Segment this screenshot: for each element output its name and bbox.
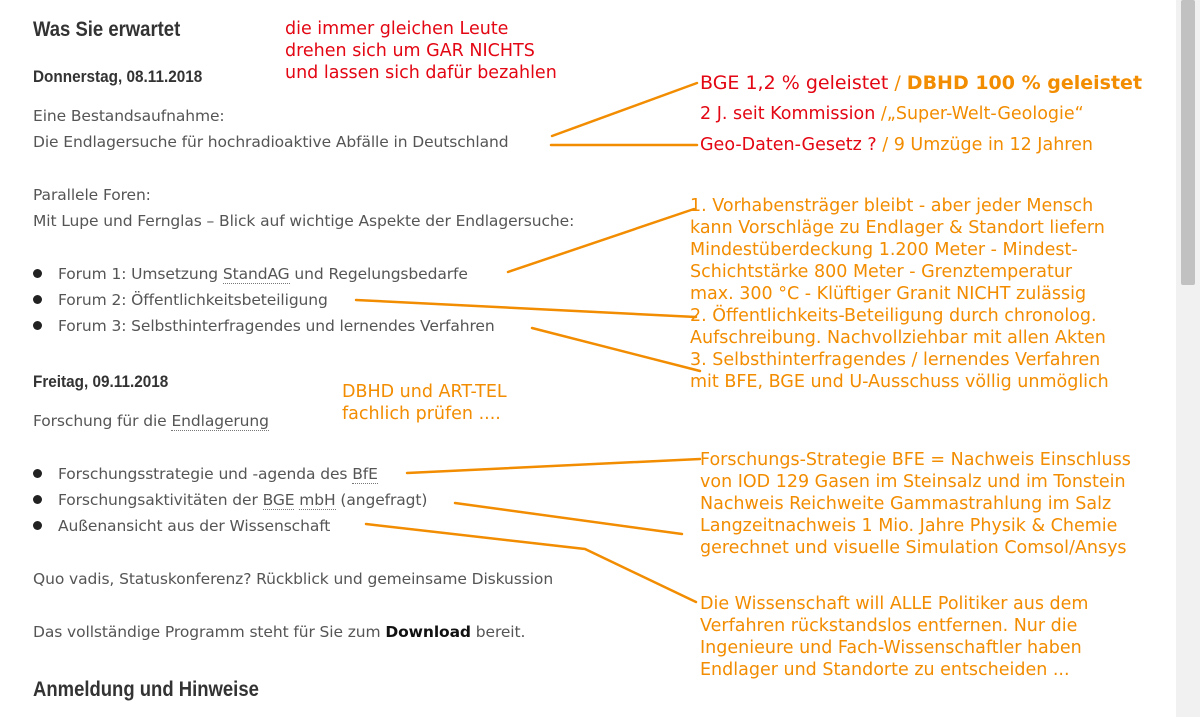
list-item-research-strategy: Forschungsstrategie und -agenda des BfE <box>33 465 378 483</box>
annotation-block-science: Die Wissenschaft will ALLE Politiker aus dem Verfahren rückstandslos entfernen. Nur die Ingenieure und Fach-Wissenschaftler haben Endlager und Standorte zu entscheiden ... <box>700 594 1089 680</box>
annotation-block-forums: 1. Vorhabensträger bleibt - aber jeder Mensch kann Vorschläge zu Endlager & Standort liefern Mindestüberdeckung 1.200 Meter - Mindest- Schichtstärke 800 Meter - Grenztemperatur max. 300 °C - Klüftiger Granit NICHT zulässig 2. Öffentlichkeits-Beteiligung durch chronolog. Aufschreibung. Nachvollziehbar mit allen Akten 3. Selbsthinterfragendes / lernendes Verfahren mit BFE, BGE und U-Ausschuss völlig unmöglich <box>690 196 1109 392</box>
download-link[interactable]: Download <box>385 623 471 641</box>
quo-vadis-line: Quo vadis, Statuskonferenz? Rückblick und gemeinsame Diskussion <box>33 570 554 588</box>
list-item-research-activities: Forschungsaktivitäten der BGE mbH (angefragt) <box>33 491 427 509</box>
section-heading-anmeldung: Anmeldung und Hinweise <box>33 678 259 701</box>
abbr-bfe[interactable]: BfE <box>352 465 378 483</box>
abbr-standag[interactable]: StandAG <box>222 265 290 283</box>
section-heading-was-sie-erwartet: Was Sie erwartet <box>33 18 181 41</box>
connector-line-forum3 <box>532 328 700 371</box>
day-heading-freitag: Freitag, 09.11.2018 <box>33 372 169 391</box>
connector-line-science <box>366 524 696 602</box>
list-item-science-view: Außenansicht aus der Wissenschaft <box>33 517 330 535</box>
abbr-mbh[interactable]: mbH <box>299 491 336 509</box>
annotation-block-research: Forschungs-Strategie BFE = Nachweis Einschluss von IOD 129 Gasen im Steinsalz und im Tonstein Nachweis Reichweite Gammastrahlung im Salz Langzeitnachweis 1 Mio. Jahre Physik & Chemie gerechnet und visuelle Simulation Comsol/Ansys <box>700 450 1131 558</box>
connector-line-forum1 <box>508 209 694 272</box>
annotation-kommission-line: 2 J. seit Kommission /„Super-Welt-Geologie“ <box>700 104 1084 124</box>
list-item-forum-3: Forum 3: Selbsthinterfragendes und lernendes Verfahren <box>33 317 495 335</box>
abbr-bge[interactable]: BGE <box>262 491 295 509</box>
scrollbar-thumb[interactable] <box>1181 0 1195 285</box>
intro-line-2: Die Endlagersuche für hochradioaktive Abfälle in Deutschland <box>33 133 509 151</box>
vertical-scrollbar[interactable] <box>1176 0 1200 717</box>
connector-line-forum2 <box>356 300 696 317</box>
connector-line-bge <box>552 83 697 136</box>
list-item-forum-2: Forum 2: Öffentlichkeitsbeteiligung <box>33 291 328 309</box>
annotation-red-note: die immer gleichen Leute drehen sich um GAR NICHTS und lassen sich dafür bezahlen <box>285 19 557 83</box>
research-line: Forschung für die Endlagerung <box>33 412 269 430</box>
parallel-forums-label: Parallele Foren: <box>33 186 151 204</box>
annotation-bge-line: BGE 1,2 % geleistet / DBHD 100 % geleistet <box>700 72 1143 94</box>
annotation-geo-line: Geo-Daten-Gesetz ? / 9 Umzüge in 12 Jahren <box>700 135 1093 155</box>
annotation-dbhd-note: DBHD und ART-TEL fachlich prüfen .... <box>342 382 507 424</box>
day-heading-donnerstag: Donnerstag, 08.11.2018 <box>33 67 203 86</box>
connector-line-strategy <box>407 459 700 473</box>
list-item-forum-1: Forum 1: Umsetzung StandAG und Regelungsbedarfe <box>33 265 468 283</box>
intro-line-1: Eine Bestandsaufnahme: <box>33 107 225 125</box>
connector-line-activities <box>455 503 682 534</box>
abbr-endlagerung[interactable]: Endlagerung <box>171 412 269 430</box>
program-download-line: Das vollständige Programm steht für Sie zum Download bereit. <box>33 623 526 641</box>
parallel-forums-description: Mit Lupe und Fernglas – Blick auf wichtige Aspekte der Endlagersuche: <box>33 212 575 230</box>
